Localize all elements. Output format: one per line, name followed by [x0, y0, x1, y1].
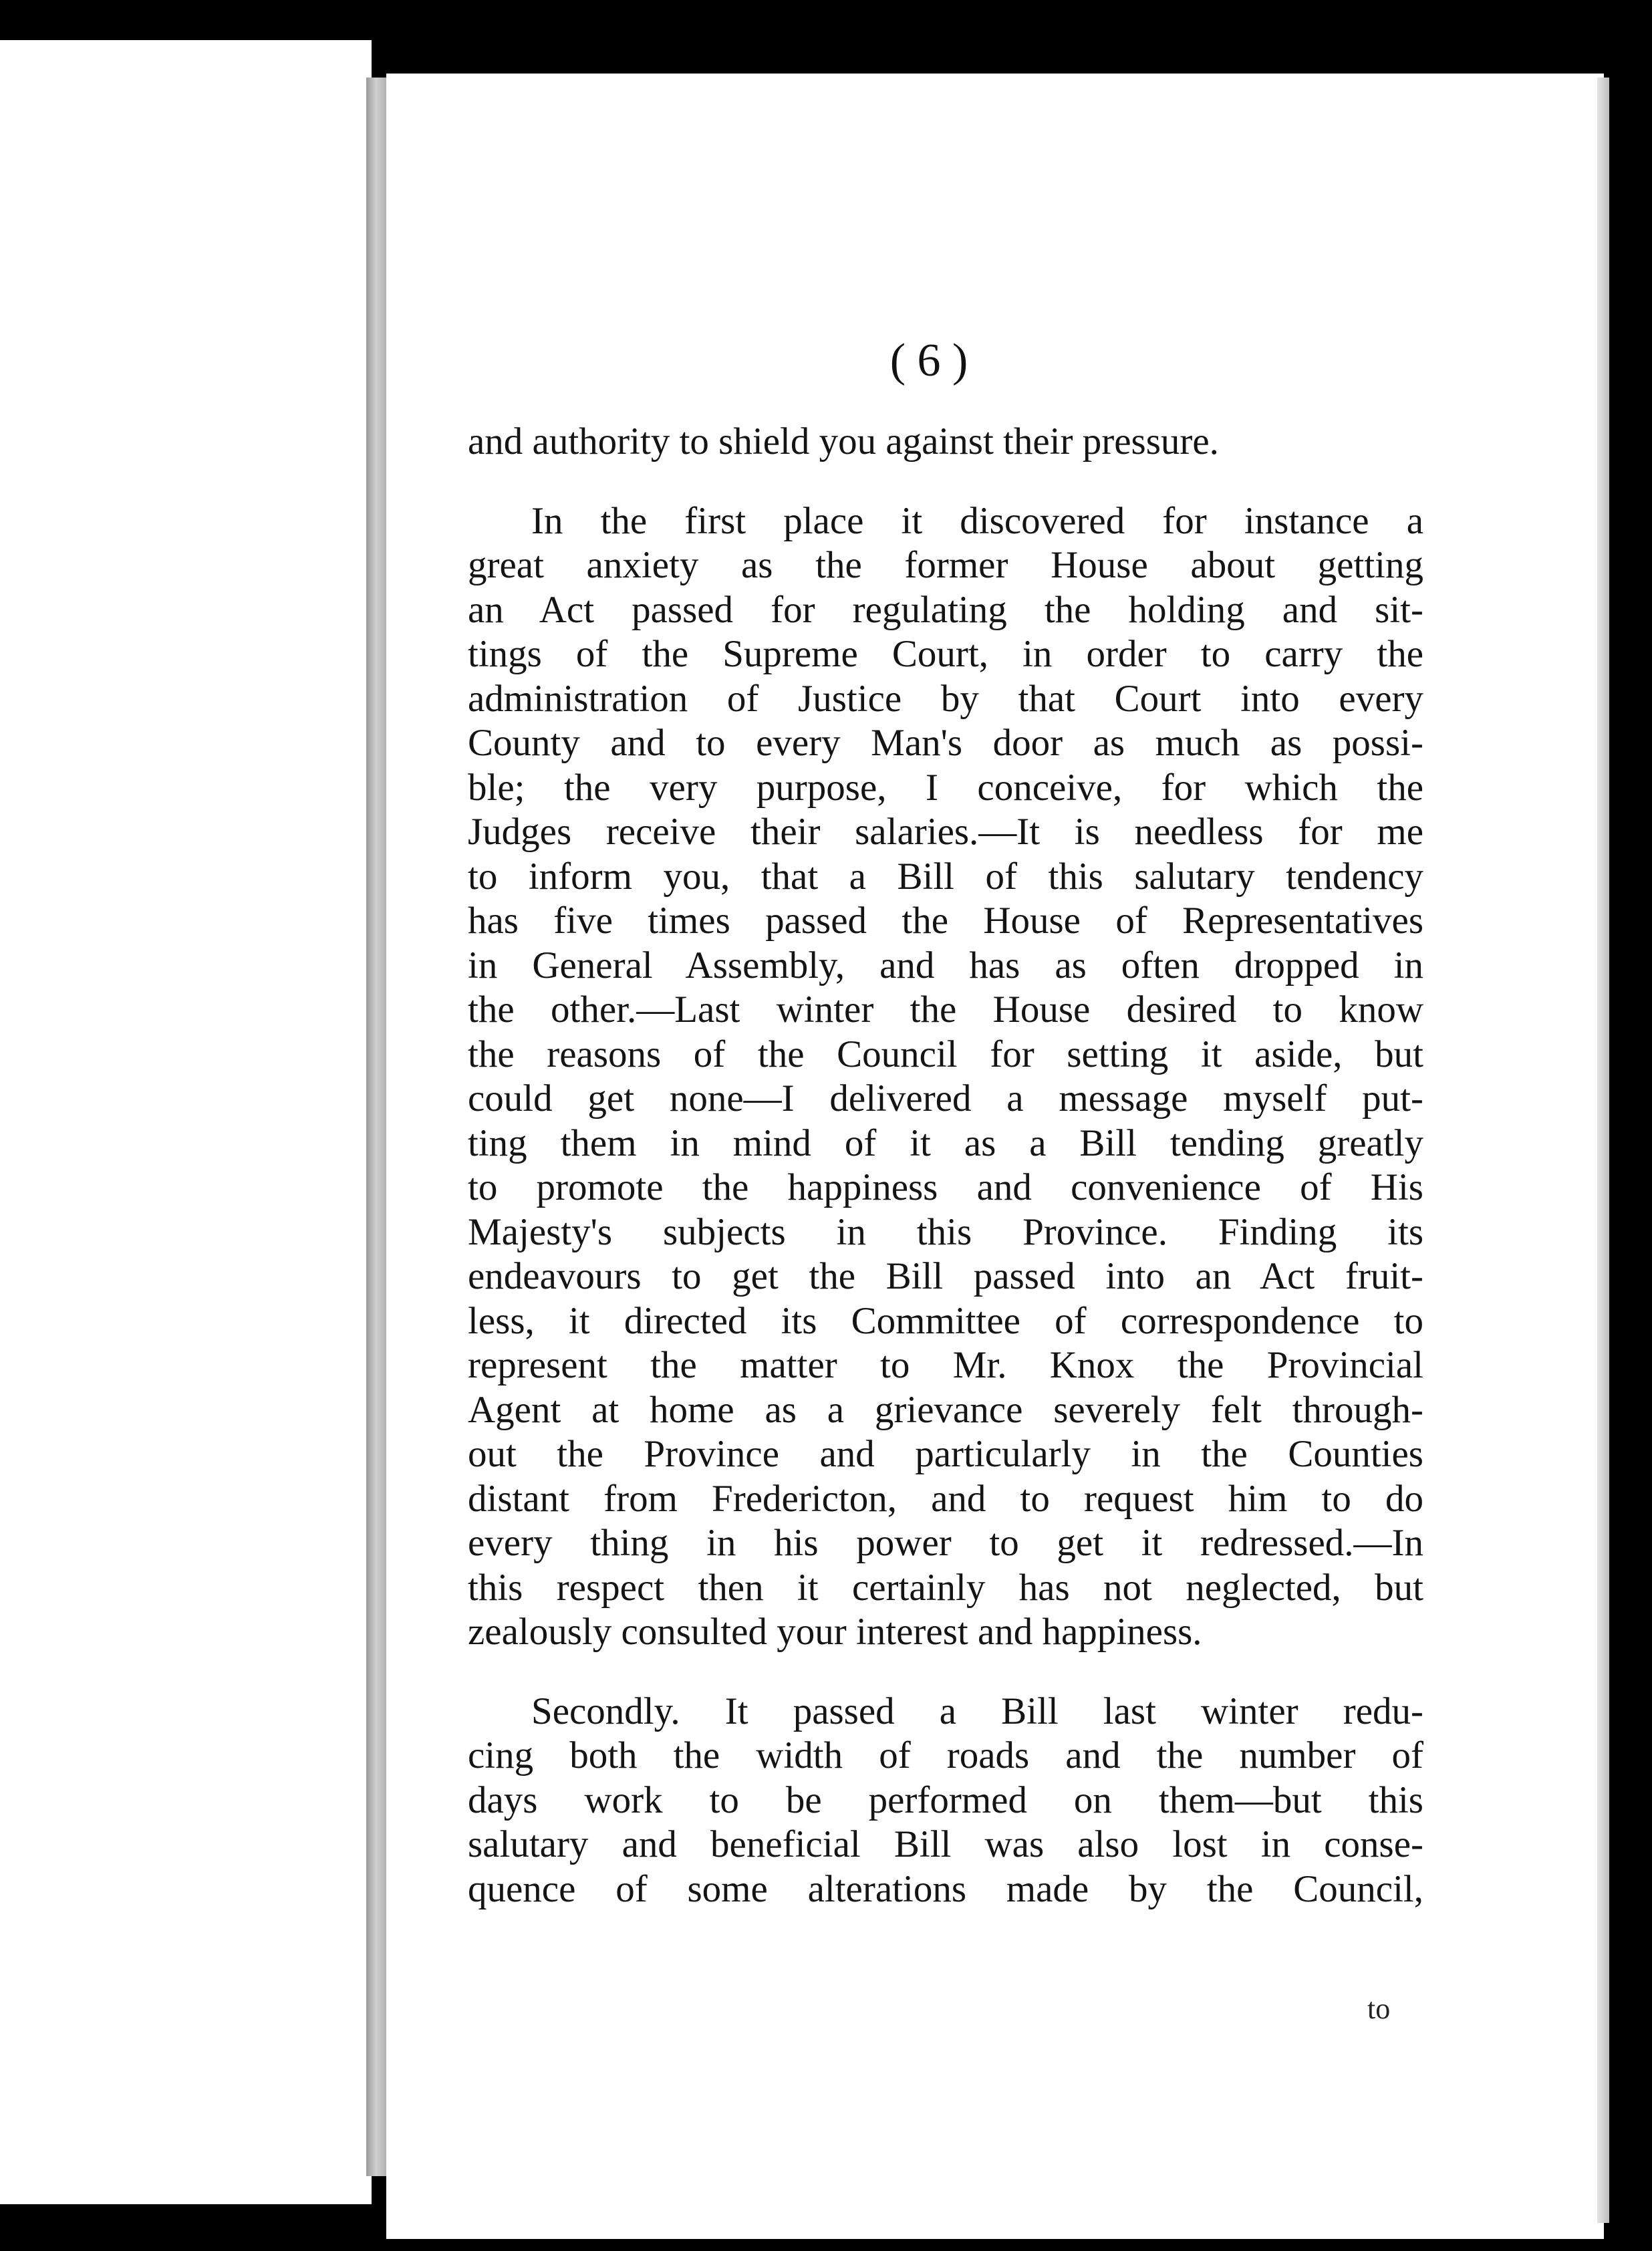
text-line: distant from Fredericton, and to request him to do	[468, 1477, 1423, 1520]
text-line: days work to be performed on them—but this	[468, 1778, 1423, 1821]
text-line: and authority to shield you against their pressure.	[468, 420, 1219, 462]
text-line: Secondly. It passed a Bill last winter redu-	[531, 1690, 1423, 1732]
text-line: the other.—Last winter the House desired to know	[468, 988, 1423, 1031]
text-line: Judges receive their salaries.—It is needless for me	[468, 811, 1423, 853]
text-line: great anxiety as the former House about getting	[468, 544, 1423, 586]
text-line: In the first place it discovered for instance a	[531, 499, 1423, 542]
left-page	[0, 40, 372, 2204]
text-line: every thing in his power to get it redressed.—In	[468, 1522, 1423, 1564]
page-number: ( 6 )	[889, 335, 968, 386]
text-line: to promote the happiness and convenience of His	[468, 1166, 1423, 1208]
text-line: out the Province and particularly in the Counties	[468, 1433, 1423, 1475]
text-line: ble; the very purpose, I conceive, for which the	[468, 766, 1423, 809]
text-line: cing both the width of roads and the number of	[468, 1734, 1423, 1776]
paragraph-gap	[468, 1655, 1423, 1690]
book-spine	[366, 78, 386, 2176]
text-line: salutary and beneficial Bill was also lost in conse-	[468, 1823, 1423, 1865]
text-line: endeavours to get the Bill passed into an Act fruit-	[468, 1255, 1423, 1297]
catchword: to	[1367, 1992, 1391, 2025]
text-line: represent the matter to Mr. Knox the Provincial	[468, 1344, 1423, 1386]
text-line: could get none—I delivered a message myself put-	[468, 1077, 1423, 1119]
body-text	[468, 420, 1423, 1911]
text-line: in General Assembly, and has as often dropped in	[468, 944, 1423, 986]
text-line: to inform you, that a Bill of this salutary tendency	[468, 855, 1423, 898]
text-line: zealously consulted your interest and happiness.	[468, 1611, 1202, 1653]
text-line: County and to every Man's door as much as possi-	[468, 722, 1423, 764]
text-line: this respect then it certainly has not neglected, but	[468, 1566, 1423, 1609]
text-line: has five times passed the House of Representatives	[468, 900, 1423, 942]
page-edge	[1597, 78, 1609, 2223]
text-line: tings of the Supreme Court, in order to carry the	[468, 633, 1423, 675]
text-line: an Act passed for regulating the holding and sit-	[468, 588, 1423, 631]
text-line: ting them in mind of it as a Bill tending greatly	[468, 1121, 1423, 1164]
text-line: the reasons of the Council for setting it aside, but	[468, 1033, 1423, 1075]
text-line: administration of Justice by that Court into every	[468, 677, 1423, 720]
text-line: less, it directed its Committee of correspondence to	[468, 1299, 1423, 1342]
text-line: quence of some alterations made by the Council,	[468, 1867, 1423, 1910]
paragraph-gap	[468, 465, 1423, 499]
text-line: Majesty's subjects in this Province. Finding its	[468, 1210, 1423, 1253]
text-line: Agent at home as a grievance severely felt through-	[468, 1388, 1423, 1431]
